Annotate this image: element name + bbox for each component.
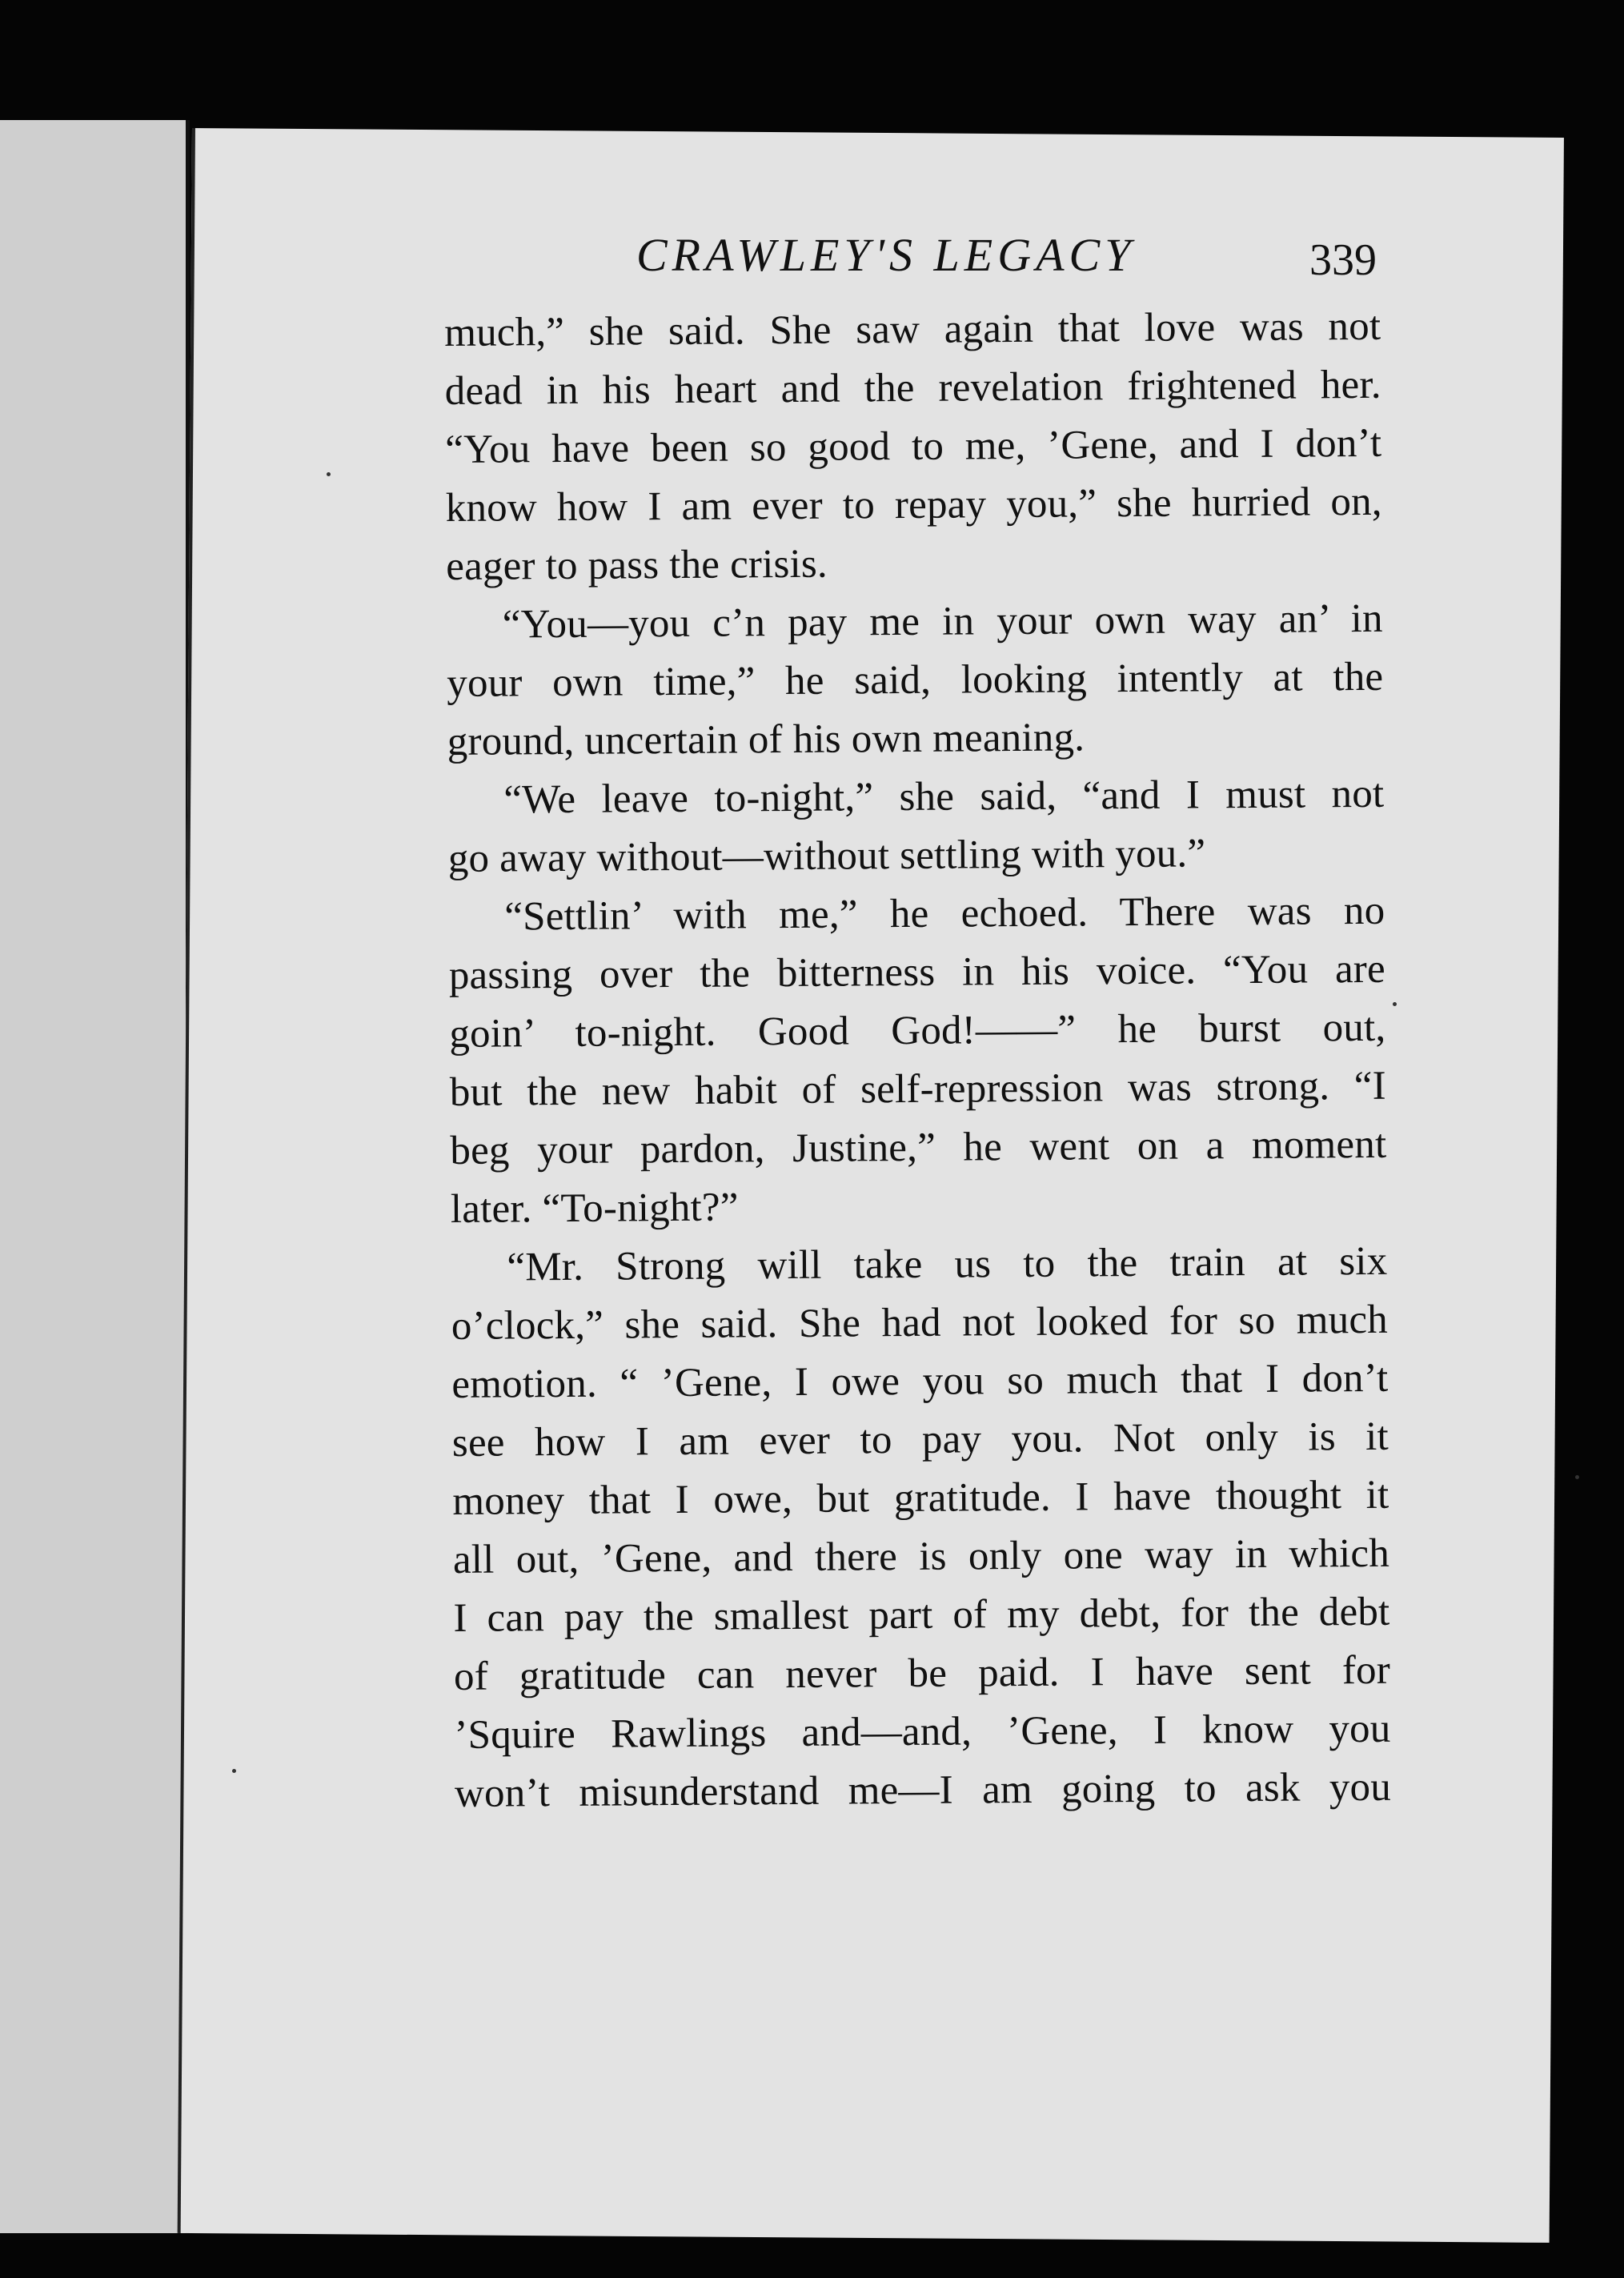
paragraph xyxy=(447,590,1385,772)
body-text xyxy=(444,298,1391,1823)
text-line: won’t misunderstand me—I am going to ask you xyxy=(454,1764,1392,1816)
text-line: dead in his heart and the revelation frightened her. xyxy=(444,362,1381,414)
scan-speck xyxy=(327,472,331,476)
text-line: “We leave to-night,” she said, “and I must not xyxy=(503,771,1385,823)
text-line: eager to pass the crisis. xyxy=(446,541,828,589)
text-line: “Mr. Strong will take us to the train at six xyxy=(507,1238,1388,1290)
running-title: CRAWLEY'S LEGACY xyxy=(636,229,1136,281)
text-line: ’Squire Rawlings and—and, ’Gene, I know you xyxy=(454,1706,1391,1758)
paragraph xyxy=(444,298,1383,596)
text-line: emotion. “ ’Gene, I owe you so much that I don’t xyxy=(451,1355,1389,1407)
page-number: 339 xyxy=(1309,235,1377,285)
paragraph xyxy=(447,765,1385,888)
scan-speck xyxy=(1393,1002,1397,1006)
text-line: beg your pardon, Justine,” he went on a moment xyxy=(450,1121,1387,1173)
scan-speck xyxy=(232,1769,236,1773)
text-line: “Settlin’ with me,” he echoed. There was no xyxy=(504,888,1385,940)
text-line: know how I am ever to repay you,” she hurried on, xyxy=(445,479,1382,531)
text-line: your own time,” he said, looking intently at the xyxy=(447,654,1384,706)
facing-page-edge xyxy=(0,120,190,2233)
text-line: ground, uncertain of his own meaning. xyxy=(447,715,1085,764)
text-line: see how I am ever to pay you. Not only is it xyxy=(451,1414,1389,1466)
scan-speck xyxy=(1575,1475,1579,1479)
text-line: but the new habit of self-repression was strong. “I xyxy=(449,1063,1387,1115)
text-line: all out, ’Gene, and there is only one way in which xyxy=(452,1530,1390,1582)
text-line: “You—you c’n pay me in your own way an’ in xyxy=(502,596,1383,648)
text-line: goin’ to-night. Good God!——” he burst out, xyxy=(449,1005,1386,1057)
text-line: money that I owe, but gratitude. I have thought it xyxy=(452,1472,1389,1524)
text-line: of gratitude can never be paid. I have sent for xyxy=(453,1647,1391,1699)
page-header xyxy=(448,228,1377,292)
text-line: o’clock,” she said. She had not looked for so much xyxy=(451,1297,1389,1349)
paragraph xyxy=(448,882,1387,1239)
text-line: passing over the bitterness in his voice. “You are xyxy=(448,946,1386,998)
text-line: later. “To-night?” xyxy=(450,1185,739,1232)
text-line: I can pay the smallest part of my debt, for the debt xyxy=(453,1589,1390,1641)
text-line: much,” she said. She saw again that love was not xyxy=(444,303,1381,355)
paragraph xyxy=(451,1233,1391,1823)
text-line: go away without—without settling with you.” xyxy=(447,831,1206,881)
text-line: “You have been so good to me, ’Gene, and I don’t xyxy=(445,420,1382,472)
